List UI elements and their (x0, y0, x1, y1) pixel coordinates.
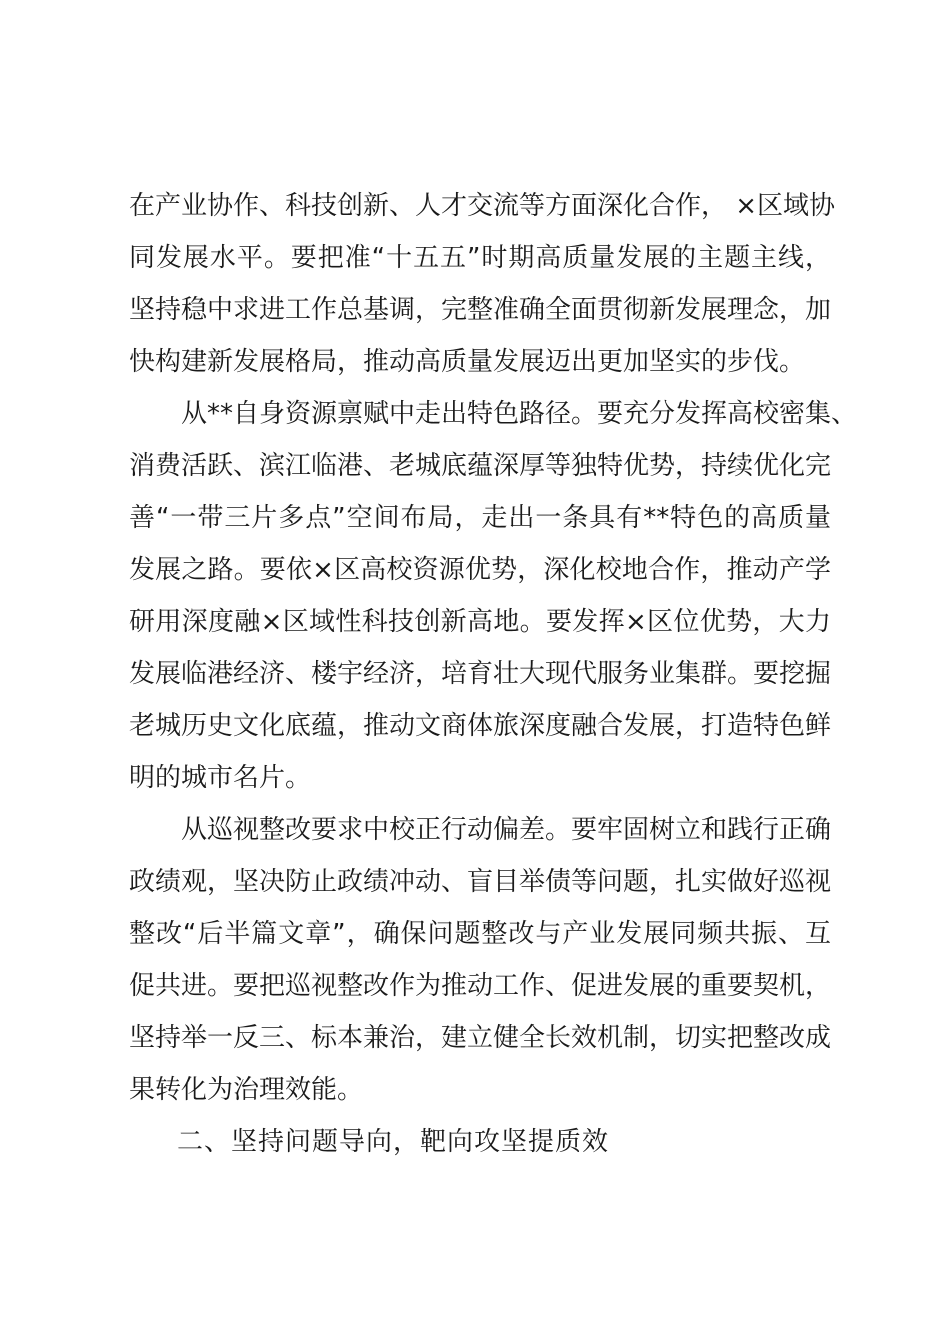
text-line: 坚持稳中求进工作总基调，完整准确全面贯彻新发展理念，加 (129, 295, 832, 325)
text-line: 在产业协作、科技创新、人才交流等方面深化合作， ×区域协 (129, 191, 836, 221)
text-line: 果转化为治理效能。 (129, 1075, 364, 1105)
text-line: 老城历史文化底蕴，推动文商体旅深度融合发展，打造特色鲜 (129, 711, 832, 741)
text-line: 政绩观，坚决防止政绩冲动、盲目举债等问题，扎实做好巡视 (129, 867, 832, 897)
text-line: 消费活跃、滨江临港、老城底蕴深厚等独特优势，持续优化完 (129, 451, 832, 481)
text-line: 发展之路。要依×区高校资源优势，深化校地合作，推动产学 (129, 555, 831, 585)
text-line: 快构建新发展格局，推动高质量发展迈出更加坚实的步伐。 (129, 347, 806, 377)
text-line: 发展临港经济、楼宇经济，培育壮大现代服务业集群。要挖掘 (129, 659, 832, 689)
text-line: 促共进。要把巡视整改作为推动工作、促进发展的重要契机， (129, 971, 832, 1001)
text-line: 善“一带三片多点”空间布局，走出一条具有**特色的高质量 (129, 503, 831, 533)
text-line: 明的城市名片。 (129, 763, 312, 793)
text-line: 坚持举一反三、标本兼治，建立健全长效机制，切实把整改成 (129, 1023, 832, 1053)
text-line: 同发展水平。要把准“十五五”时期高质量发展的主题主线， (129, 243, 831, 273)
text-line: 从**自身资源禀赋中走出特色路径。要充分发挥高校密集、 (181, 399, 858, 429)
text-line: 整改“后半篇文章”，确保问题整改与产业发展同频共振、互 (129, 919, 831, 949)
section-heading: 二、坚持问题导向，靶向攻坚提质效 (177, 1127, 610, 1157)
text-line: 从巡视整改要求中校正行动偏差。要牢固树立和践行正确 (181, 815, 832, 845)
text-line: 研用深度融×区域性科技创新高地。要发挥×区位优势，大力 (129, 607, 831, 637)
